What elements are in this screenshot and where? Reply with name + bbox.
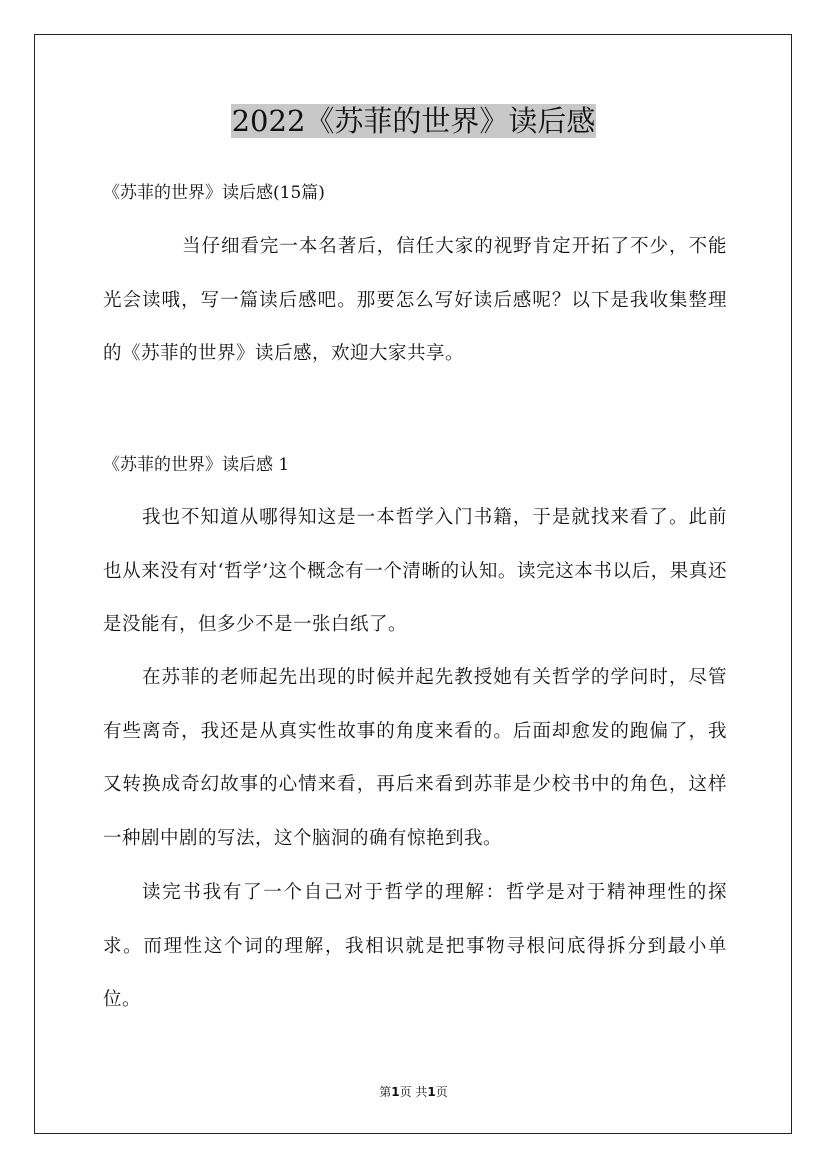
document-subtitle: 《苏菲的世界》读后感(15篇) bbox=[103, 183, 325, 203]
body-paragraph-3: 读完书我有了一个自己对于哲学的理解：哲学是对于精神理性的探求。而理性这个词的理解，我相识就是把事物寻根问底得拆分到最小单位。 bbox=[103, 882, 727, 1010]
page-mid: 页 共 bbox=[399, 1085, 428, 1099]
document-title-block bbox=[0, 100, 827, 142]
intro-paragraph: 当仔细看完一本名著后，信任大家的视野肯定开拓了不少，不能光会读哦，写一篇读后感吧。那要怎么写好读后感呢？以下是我收集整理的《苏菲的世界》读后感，欢迎大家共享。 bbox=[103, 236, 727, 364]
document-title: 2022《苏菲的世界》读后感 bbox=[231, 104, 596, 138]
body-paragraph-2: 在苏菲的老师起先出现的时候并起先教授她有关哲学的学问时，尽管有些离奇，我还是从真实性故事的角度来看的。后面却愈发的跑偏了，我又转换成奇幻故事的心情来看，再后来看到苏菲是少校书中的角色，这样一种剧中剧的写法，这个脑洞的确有惊艳到我。 bbox=[103, 667, 727, 849]
page-total: 1 bbox=[427, 1085, 436, 1099]
section-heading: 《苏菲的世界》读后感 1 bbox=[103, 455, 290, 475]
page-footer bbox=[0, 1083, 827, 1101]
body-paragraph-1: 我也不知道从哪得知这是一本哲学入门书籍，于是就找来看了。此前也从来没有对‘哲学’这个概念有一个清晰的认知。读完这本书以后，果真还是没能有，但多少不是一张白纸了。 bbox=[103, 507, 727, 635]
page-current: 1 bbox=[391, 1085, 400, 1099]
page-suffix: 页 bbox=[435, 1085, 448, 1099]
page-prefix: 第 bbox=[379, 1085, 392, 1099]
